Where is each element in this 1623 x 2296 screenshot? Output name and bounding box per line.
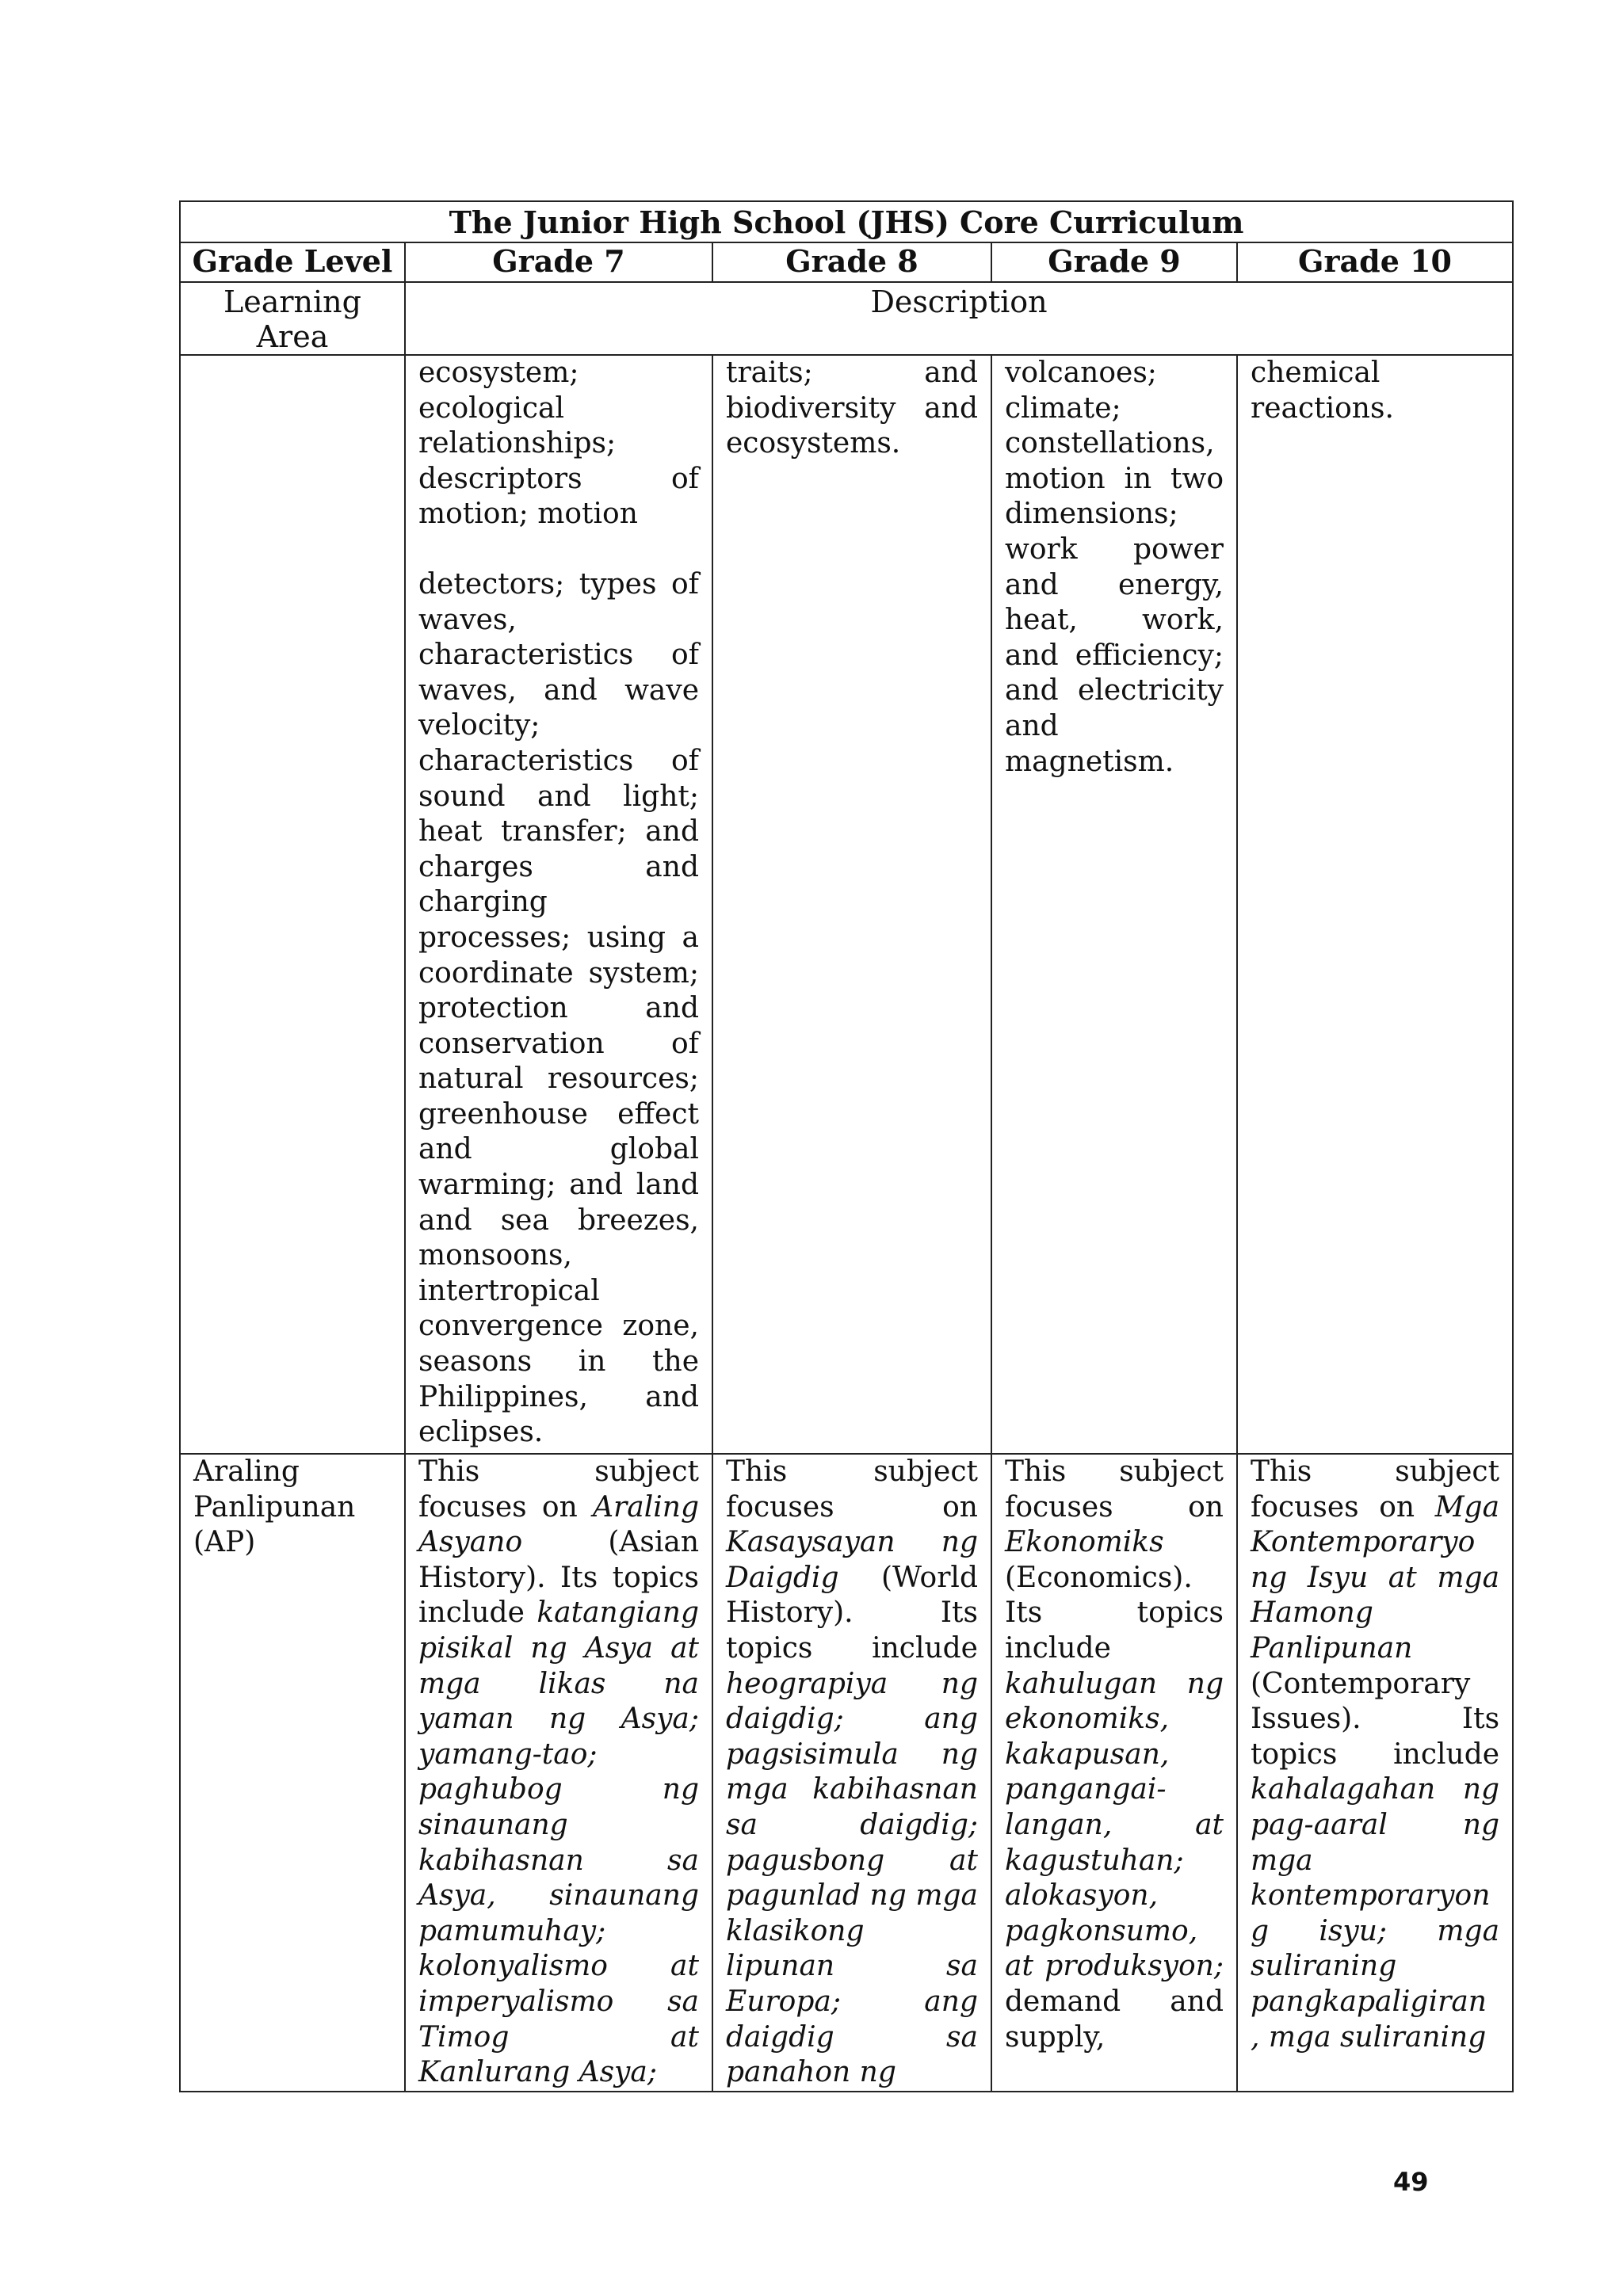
description-header-row (180, 282, 1513, 355)
ap-g7-italic-a: Araling Asyano (418, 1490, 699, 1559)
ap-g10-italic-a: Mga Kontemporaryo ng Isyu at mga Hamong Panlipunan (1251, 1490, 1500, 1665)
ap-g7-text-a: This subject focuses on (418, 1455, 699, 1524)
science-grade-9: volcanoes; climate; constellations, motion in two dimensions; work power and energy, heat, work, and efficiency; and electricity and magnetism. (991, 355, 1237, 1454)
header-grade-7: Grade 7 (405, 242, 712, 282)
description-label: Description (405, 282, 1513, 355)
science-row (180, 355, 1513, 1454)
ap-grade-10 (1237, 1454, 1513, 2092)
ap-grade-7 (405, 1454, 712, 2092)
ap-g8-italic-b: heograpiya ng daigdig; ang pagsisimula ng mga kabihasnan sa daigdig; pagusbong at pagunlad ng mga klasikong lipunan sa Europa; ang daigdig sa panahon ng (726, 1667, 978, 2089)
table-title-row (180, 201, 1513, 242)
ap-g7-italic-b: katangiang pisikal ng Asya at mga likas na yaman ng Asya; yamang-tao; paghubog ng sinaunang kabihasnan sa Asya, sinaunang pamumuhay; kolonyalismo at imperyalismo sa Timog at Kanlurang Asya; (418, 1596, 699, 2089)
science-area-cell (180, 355, 405, 1454)
header-grade-level: Grade Level (180, 242, 405, 282)
table-title: The Junior High School (JHS) Core Curriculum (180, 201, 1513, 242)
curriculum-table (179, 200, 1514, 2092)
ap-g10-text-a: This subject focuses on (1251, 1455, 1500, 1524)
araling-panlipunan-row (180, 1454, 1513, 2092)
ap-g9-italic-b: kahulugan ng ekonomiks, kakapusan, pangangai-langan, at kagustuhan; alokasyon, pagkonsumo, at produksyon; (1005, 1667, 1224, 1983)
ap-g10-text-b: (Contemporary Issues). Its topics include (1251, 1667, 1500, 1771)
page-number: 49 (1393, 2167, 1429, 2197)
science-grade-7-part-1: ecosystem; ecological relationships; descriptors of motion; motion (418, 357, 699, 531)
ap-g9-text-c: demand and supply, (1005, 1985, 1224, 2054)
ap-g10-italic-b: kahalagahan ng pag-aaral ng mga kontemporaryon g isyu; mga suliraning pangkapaligiran , mga suliraning (1251, 1773, 1500, 2054)
learning-area-label: Learning Area (180, 282, 405, 355)
science-grade-8: traits; and biodiversity and ecosystems. (712, 355, 991, 1454)
grade-header-row (180, 242, 1513, 282)
ap-g9-italic-a: Ekonomiks (1005, 1526, 1164, 1559)
header-grade-8: Grade 8 (712, 242, 991, 282)
ap-g7-text-b: (Asian History). Its topics include (418, 1526, 699, 1630)
ap-g8-italic-a: Kasaysayan ng Daigdig (726, 1526, 978, 1594)
header-grade-9: Grade 9 (991, 242, 1237, 282)
ap-grade-9 (991, 1454, 1237, 2092)
ap-grade-8 (712, 1454, 991, 2092)
ap-g9-text-b: (Economics). Its topics include (1005, 1561, 1224, 1665)
ap-g8-text-b: (World History). Its topics include (726, 1561, 978, 1665)
ap-area-cell: Araling Panlipunan (AP) (180, 1454, 405, 2092)
ap-g9-text-a: This subject focuses on (1005, 1455, 1224, 1524)
science-grade-7-part-2: detectors; types of waves, characteristics of waves, and wave velocity; characteristics of sound and light; heat transfer; and charges and charging processes; using a coordinate system; protection and conservation of natural resources; greenhouse effect and global warming; and land and sea breezes, monsoons, intertropical convergence zone, seasons in the Philippines, and eclipses. (418, 567, 699, 1449)
science-grade-10: chemical reactions. (1237, 355, 1513, 1454)
ap-g8-text-a: This subject focuses on (726, 1455, 978, 1524)
header-grade-10: Grade 10 (1237, 242, 1513, 282)
science-grade-7 (405, 355, 712, 1454)
